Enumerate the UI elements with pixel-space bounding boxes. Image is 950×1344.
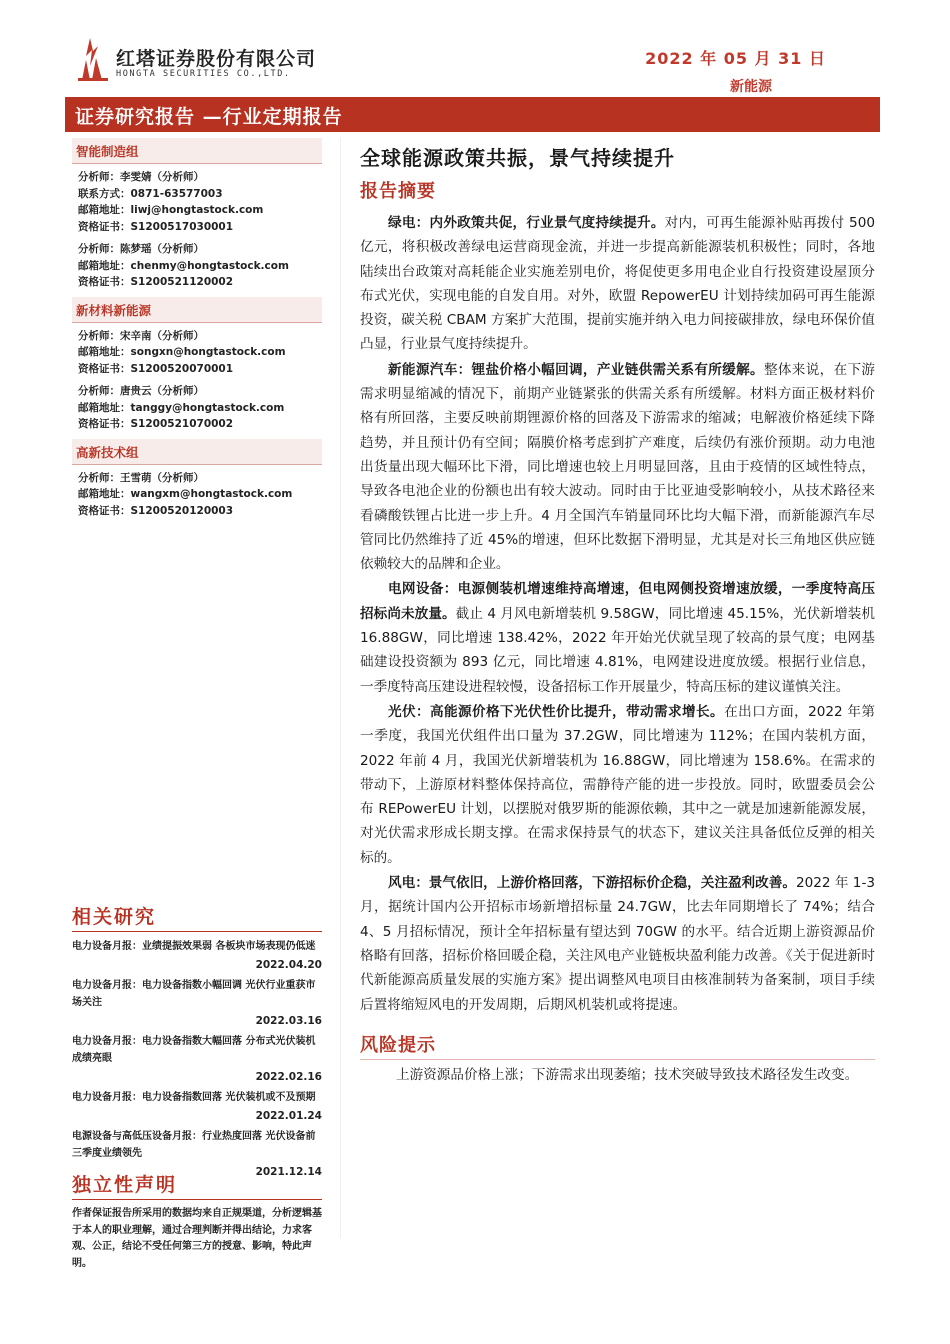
industry-label: 新能源: [730, 79, 772, 95]
summary-paragraph: [360, 700, 875, 870]
related-research-title: 相关研究: [72, 902, 322, 932]
analyst-email[interactable]: 邮箱地址：wangxm@hongtastock.com: [78, 488, 293, 500]
analyst-sidebar: [72, 138, 322, 525]
analyst-name: 分析师：陈梦瑶（分析师）: [78, 243, 204, 255]
analyst-cert: 资格证书：S1200521120002: [78, 276, 234, 288]
analyst-card: [72, 383, 322, 433]
related-report-date: 2022.01.24: [255, 1110, 322, 1122]
group-title: 新材料新能源: [72, 297, 322, 323]
abstract-heading: 报告摘要: [360, 181, 436, 202]
related-report-date: 2021.12.14: [255, 1166, 322, 1178]
analyst-name: 分析师：唐贵云（分析师）: [78, 385, 204, 397]
analyst-card: [72, 241, 322, 291]
group-title: 高新技术组: [72, 439, 322, 465]
paragraph-lead: 风电：景气依旧，上游价格回落，下游招标价企稳，关注盈利改善。: [388, 875, 796, 892]
paragraph-body: 2022 年 1-3 月，据统计国内公开招标市场新增招标量 24.7GW，比去年同期增长了 74%；结合 4、5 月招标情况，预计全年招标量有望达到 70GW 的水平。结合近期上游资源品价格略有回落，招标价格回暖企稳，关注风电产业链板块盈利能力改善。《关于促进新时代新能源高质量发展的实施方案》提出调整风电项目由核准制转为备案制，项目手续后置将缩短风电的开发周期，后期风机装机或将提速。: [360, 875, 875, 1013]
analyst-email[interactable]: 邮箱地址：songxn@hongtastock.com: [78, 346, 286, 358]
summary-paragraph: [360, 577, 875, 698]
paragraph-lead: 电网设备：电源侧装机增速维持高增速，但电网侧投资增速放缓，一季度特高压招标尚未放量。: [360, 581, 875, 622]
analyst-name: 分析师：宋辛南（分析师）: [78, 329, 204, 342]
analyst-card: [72, 470, 322, 520]
banner-text: 证券研究报告 —行业定期报告: [75, 106, 343, 128]
summary-paragraph: [360, 211, 875, 357]
related-report-date: 2022.04.20: [255, 959, 322, 971]
summary-paragraph: [360, 358, 875, 577]
paragraph-body: 在出口方面，2022 年第一季度，我国光伏组件出口量为 37.2GW，同比增速为 112%；在国内装机方面，2022 年前 4 月，我国光伏新增装机为 16.88GW，同比增速为 158.6%。在需求的带动下，上游原材料整体保持高位，需静待产能的进一步投放。同时，欧盟委员会公布 REPowerEU 计划，以摆脱对俄罗斯的能源依赖，其中之一就是加速新能源发展，对光伏需求形成长期支撑。在需求保持景气的状态下，建议关注具备低位反弹的相关标的。: [360, 703, 875, 866]
column-divider: [340, 138, 341, 1238]
risk-heading: 风险提示: [360, 1031, 875, 1060]
risk-text: 上游资源品价格上涨；下游需求出现萎缩；技术突破导致技术路径发生改变。: [396, 1066, 859, 1083]
company-name-cn: 红塔证券股份有限公司: [116, 48, 317, 70]
analyst-name: 分析师：王雪萌（分析师）: [78, 471, 204, 484]
group-title: 智能制造组: [72, 138, 322, 164]
report-body: [360, 142, 875, 1086]
report-title: 全球能源政策共振，景气持续提升: [360, 146, 675, 170]
paragraph-lead: 绿电：内外政策共促，行业景气度持续提升。: [388, 215, 665, 231]
report-type-banner: [65, 97, 880, 132]
paragraph-body: 截止 4 月风电新增装机 9.58GW，同比增速 45.15%，光伏新增装机 16.88GW，同比增速 138.42%，2022 年开始光伏就呈现了较高的景气度；电网基础建设投资额为 893 亿元，同比增速 4.81%，电网建设进度放缓。根据行业信息，一季度特高压建设进程较慢，设备招标工作开展量少，特高压标的建议谨慎关注。: [360, 605, 875, 695]
related-report-title[interactable]: 电源设备与高低压设备月报：行业热度回落 光伏设备前三季度业绩领先: [72, 1131, 316, 1159]
independence-statement: [72, 1170, 322, 1272]
independence-title: 独立性声明: [72, 1170, 322, 1200]
paragraph-body: 整体来说，在下游需求明显缩减的情况下，前期产业链紧张的供需关系有所缓解。材料方面正极材料价格有所回落，主要反映前期锂源价格的回落及下游需求的缩减；电解液价格延续下降趋势，并且预计仍有空间；隔膜价格考虑到扩产难度，后续仍有涨价预期。动力电池出货量出现大幅环比下滑，同比增速也较上月明显回落，且由于疫情的区域性特点，导致各电池企业的份额也出有较大波动。同时由于比亚迪受影响较小，从技术路径来看磷酸铁锂占比进一步上升。4 月全国汽车销量同环比均大幅下滑，而新能源汽车尽管同比仍然维持了近 45%的增速，但环比数据下滑明显，尤其是对长三角地区供应链依赖较大的品牌和企业。: [360, 361, 876, 573]
related-report-title[interactable]: 电力设备月报：电力设备指数小幅回调 光伏行业重获市场关注: [72, 980, 316, 1008]
related-report-title[interactable]: 电力设备月报：电力设备指数回落 光伏装机或不及预期: [72, 1092, 316, 1103]
analyst-cert: 资格证书：S1200520120003: [78, 504, 234, 517]
related-research: [72, 902, 322, 1184]
analyst-card: [72, 328, 322, 378]
analyst-name: 分析师：李雯婧（分析师）: [78, 171, 204, 183]
related-report-date: 2022.02.16: [255, 1071, 322, 1083]
related-report-title[interactable]: 电力设备月报：业绩提振效果弱 各板块市场表现仍低迷: [72, 941, 316, 952]
summary-paragraph: [360, 871, 875, 1017]
paragraph-lead: 新能源汽车：锂盐价格小幅回调，产业链供需关系有所缓解。: [388, 361, 764, 378]
related-report-title[interactable]: 电力设备月报：电力设备指数大幅回落 分布式光伏装机成绩亮眼: [72, 1036, 316, 1064]
company-name-en: HONGTA SECURITIES CO.,LTD.: [116, 69, 291, 79]
analyst-email[interactable]: 邮箱地址：liwj@hongtastock.com: [78, 204, 264, 216]
analyst-cert: 资格证书：S1200520070001: [78, 362, 234, 375]
analyst-email[interactable]: 邮箱地址：chenmy@hongtastock.com: [78, 259, 289, 272]
analyst-phone: 联系方式：0871-63577003: [78, 187, 223, 200]
hongta-logo-icon: [76, 36, 110, 82]
analyst-card: [72, 169, 322, 235]
analyst-cert: 资格证书：S1200517030001: [78, 220, 234, 233]
related-report-date: 2022.03.16: [255, 1015, 322, 1027]
analyst-cert: 资格证书：S1200521070002: [78, 418, 234, 430]
independence-text: 作者保证报告所采用的数据均来自正规渠道，分析逻辑基于本人的职业理解，通过合理判断并得出结论，力求客观、公正，结论不受任何第三方的授意、影响，特此声明。: [72, 1208, 322, 1269]
paragraph-body: 对内，可再生能源补贴再拨付 500 亿元，将积极改善绿电运营商现金流，并进一步提高新能源装机积极性；同时，各地陆续出台政策对高耗能企业实施差别电价，将促使更多用电企业自行投资建设屋顶分布式光伏，实现电能的自发自用。对外，欧盟 RepowerEU 计划持续加码可再生能源投资，碳关税 CBAM 方案扩大范围，提前实施并纳入电力间接碳排放，绿电环保价值凸显，行业景气度持续提升。: [360, 215, 875, 353]
analyst-email[interactable]: 邮箱地址：tanggy@hongtastock.com: [78, 401, 285, 414]
report-date: 2022 年 05 月 31 日: [645, 49, 826, 68]
company-logo: [76, 36, 336, 86]
paragraph-lead: 光伏：高能源价格下光伏性价比提升，带动需求增长。: [388, 703, 725, 720]
